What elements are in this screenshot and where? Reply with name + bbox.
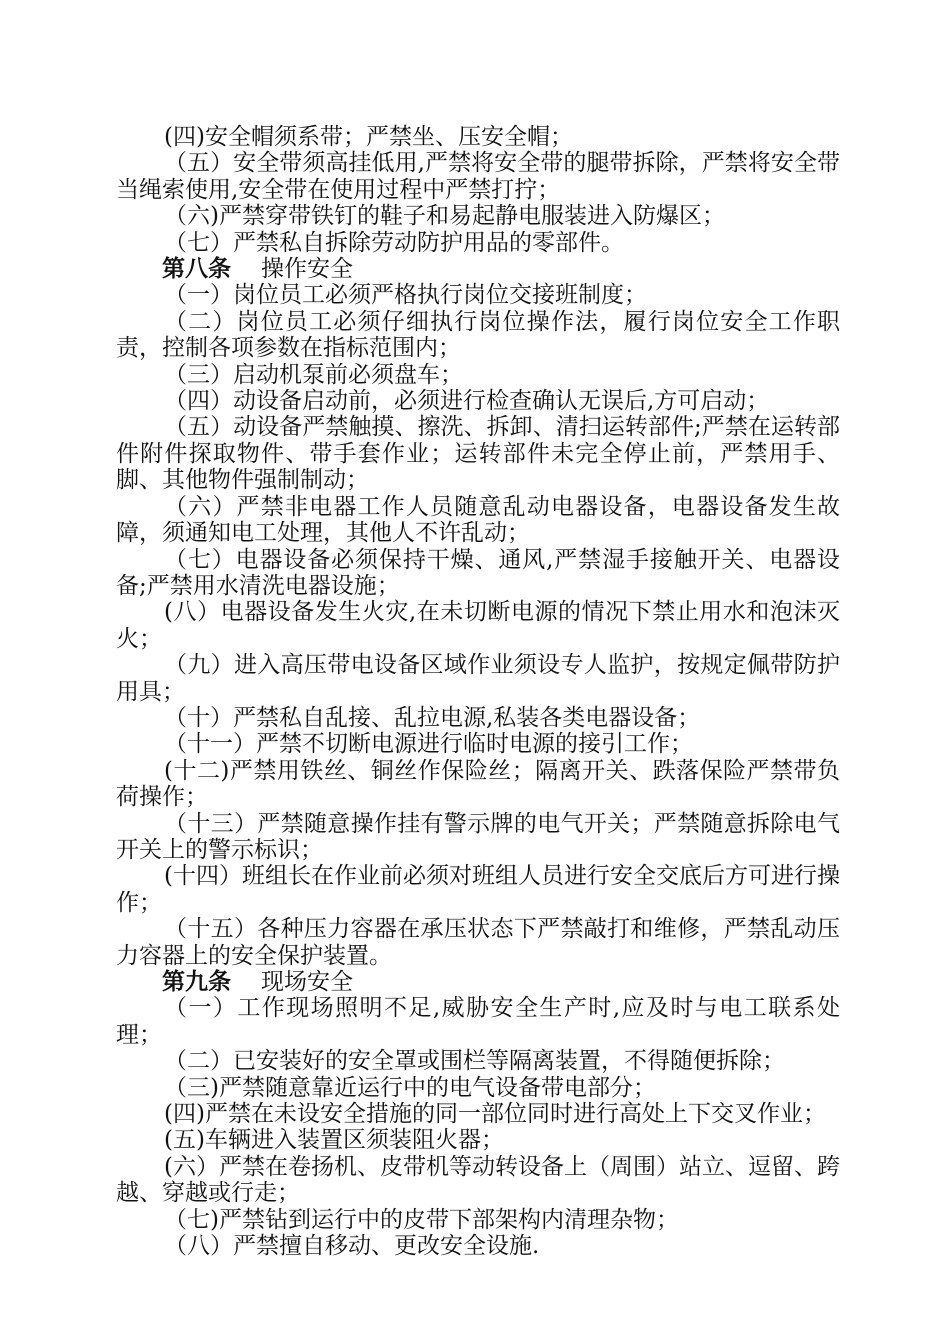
paragraph-item: （十五）各种压力容器在承压状态下严禁敲打和维修，严禁乱动压力容器上的安全保护装置。 xyxy=(116,916,840,969)
article-title: 现场安全 xyxy=(261,969,353,995)
article-number: 第八条 xyxy=(162,255,231,283)
paragraph-item: （二）已安装好的安全罩或围栏等隔离装置，不得随便拆除； xyxy=(164,1048,785,1075)
paragraph-item: （一）工作现场照明不足,威胁安全生产时,应及时与电工联系处理； xyxy=(116,995,840,1048)
paragraph-item: (十二)严禁用铁丝、铜丝作保险丝；隔离开关、跌落保险严禁带负荷操作； xyxy=(116,757,840,811)
paragraph-item: （十）严禁私自乱接、乱拉电源,私装各类电器设备； xyxy=(164,704,701,731)
paragraph-item: （七）电器设备必须保持干燥、通风,严禁湿手接触开关、电器设备;严禁用水清洗电器设施； xyxy=(116,546,840,599)
article-9-heading xyxy=(116,969,840,995)
paragraph-item: （二）岗位员工必须仔细执行岗位操作法，履行岗位安全工作职责，控制各项参数在指标范围内； xyxy=(116,308,840,362)
paragraph-item: (六）严禁在卷扬机、皮带机等动转设备上（周围）站立、逗留、跨越、穿越或行走； xyxy=(116,1153,840,1207)
article-title: 操作安全 xyxy=(261,256,353,283)
paragraph-item: （四）动设备启动前，必须进行检查确认无误后,方可启动； xyxy=(164,388,770,415)
paragraph-item: （八）严禁擅自移动、更改安全设施. xyxy=(164,1233,540,1260)
paragraph-item: （六)严禁穿带铁钉的鞋子和易起静电服装进入防爆区； xyxy=(164,203,725,230)
paragraph-item: （五）动设备严禁触摸、擦洗、拆卸、清扫运转部件;严禁在运转部件附件探取物件、带手套作业；运转部件未完全停止前，严禁用手、脚、其他物件强制制动； xyxy=(116,414,840,494)
paragraph-item: (四)严禁在未设安全措施的同一部位同时进行高处上下交叉作业； xyxy=(164,1101,826,1128)
paragraph-item: （十一）严禁不切断电源进行临时电源的接引工作； xyxy=(164,731,693,758)
paragraph-item: （一）岗位员工必须严格执行岗位交接班制度； xyxy=(164,282,647,309)
paragraph-item: (五)车辆进入装置区须装阻火器； xyxy=(164,1127,504,1154)
paragraph-item: （三）启动机泵前必须盘车； xyxy=(164,361,463,388)
paragraph-item: (十四）班组长在作业前必须对班组人员进行安全交底后方可进行操作； xyxy=(116,863,840,916)
paragraph-item: (八）电器设备发生火灾,在未切断电源的情况下禁止用水和泡沫灭火； xyxy=(116,599,840,652)
paragraph-item: (四)安全帽须系带；严禁坐、压安全帽； xyxy=(164,124,573,150)
article-number: 第九条 xyxy=(162,968,231,995)
document-page xyxy=(116,124,840,1259)
paragraph-item: （七)严禁钻到运行中的皮带下部架构内清理杂物； xyxy=(164,1206,679,1233)
paragraph-item: （六）严禁非电器工作人员随意乱动电器设备，电器设备发生故障，须通知电工处理，其他人不许乱动； xyxy=(116,493,840,547)
paragraph-item: （五）安全带须高挂低用,严禁将安全带的腿带拆除，严禁将安全带当绳索使用,安全带在使用过程中严禁打拧； xyxy=(116,150,840,203)
paragraph-item: （三)严禁随意靠近运行中的电气设备带电部分； xyxy=(164,1074,656,1101)
paragraph-item: （十三）严禁随意操作挂有警示牌的电气开关；严禁随意拆除电气开关上的警示标识； xyxy=(116,810,840,863)
article-8-heading xyxy=(116,256,840,282)
paragraph-item: （九）进入高压带电设备区域作业须设专人监护，按规定佩带防护用具； xyxy=(116,652,840,705)
paragraph-item: （七）严禁私自拆除劳动防护用品的零部件。 xyxy=(164,229,624,256)
